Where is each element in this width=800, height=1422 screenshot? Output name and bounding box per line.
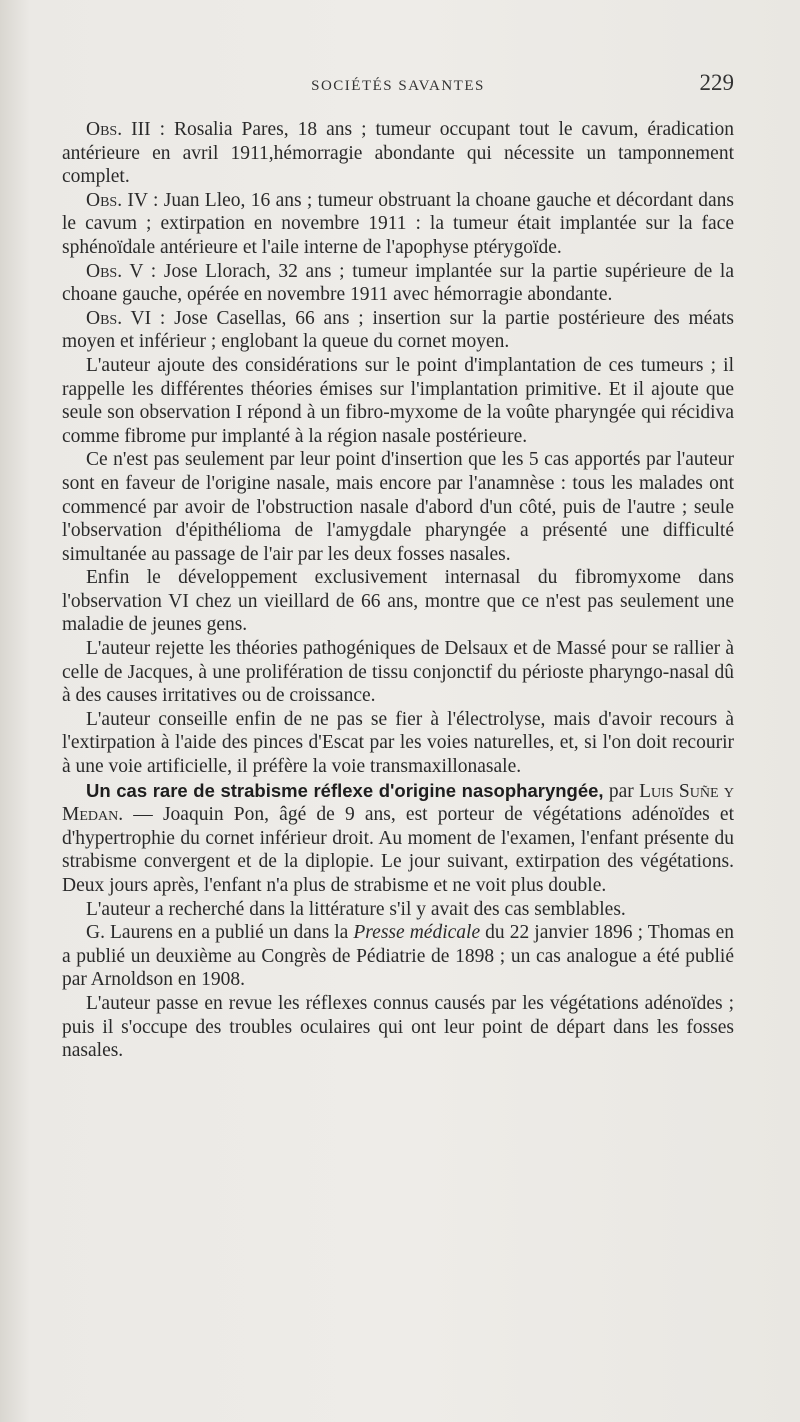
obs-text: . VI : Jose Casellas, 66 ans ; insertion sur la partie postérieure des méats moyen et inférieur ; englobant la queue du cornet moyen. xyxy=(62,307,734,353)
obs-label: Obs xyxy=(86,260,118,282)
paragraph-obs-3 xyxy=(62,118,734,189)
paragraph-obs-5 xyxy=(62,260,734,307)
page-body xyxy=(62,118,734,1063)
obs-label: Obs xyxy=(86,307,118,329)
paragraph-litterature: L'auteur a recherché dans la littérature s'il y avait des cas semblables. xyxy=(86,898,626,920)
paragraph-developpement: Enfin le développement exclusivement internasal du fibromyxome dans l'observation VI chez un vieillard de 66 ans, montre que ce n'est pas seulement une maladie de jeunes gens. xyxy=(62,567,734,636)
paragraph-obs-4 xyxy=(62,189,734,260)
obs-label: Obs xyxy=(86,189,118,211)
obs-text: . IV : Juan Lleo, 16 ans ; tumeur obstruant la choane gauche et décordant dans le cavum ; extirpation en novembre 1911 : la tumeur était implantée sur la face sphénoïdale antérieure et l'aile interne de l'apophyse ptérygoïde. xyxy=(62,189,734,258)
obs-text: . V : Jose Llorach, 32 ans ; tumeur implantée sur la partie supérieure de la choane gauche, opérée en novembre 1911 avec hémorragie abondante. xyxy=(62,260,734,306)
laurens-after: du 22 janvier 1896 ; Thomas en a publié un deuxième au Congrès de Pédiatrie de 1898 ; un cas analogue a été publié par Arnoldson en 1908. xyxy=(62,922,734,991)
section-text: . — Joaquin Pon, âgé de 9 ans, est porteur de végétations adénoïdes et d'hypertrophie du cornet inférieur droit. Au moment de l'examen, l'enfant présente du strabisme convergent et de la diplopie. Le jour suivant, extirpation des végétations. Deux jours après, l'enfant n'a plus de strabisme et ne voit plus double. xyxy=(62,804,734,896)
page-header xyxy=(62,70,734,106)
section-by: par xyxy=(603,780,640,802)
paragraph-conseil: L'auteur conseille enfin de ne pas se fier à l'électrolyse, mais d'avoir recours à l'extirpation à l'aide des pinces d'Escat par les voies naturelles, et, si l'on doit recourir à une voie artificielle, il préfère la voie transmaxillonasale. xyxy=(62,708,734,778)
page-number: 229 xyxy=(699,70,734,95)
running-title: SOCIÉTÉS SAVANTES xyxy=(311,78,485,94)
paragraph-implantation: L'auteur ajoute des considérations sur le point d'implantation de ces tumeurs ; il rappelle les différentes théories émises sur l'implantation primitive. Et il ajoute que seule son observation I répond à un fibro-myxome de la voûte pharyngée qui récidiva comme fibrome pur implanté à la région nasale postérieure. xyxy=(62,354,734,447)
obs-label: Obs xyxy=(86,119,118,140)
paragraph-laurens xyxy=(62,921,734,992)
paragraph-obs-6 xyxy=(62,307,734,354)
obs-text: . III : Rosalia Pares, 18 ans ; tumeur occupant tout le cavum, éradication antérieure en avril 1911,hémorragie abondante qui nécessite un tamponnement complet. xyxy=(62,119,734,188)
paragraph-reflexes: L'auteur passe en revue les réflexes connus causés par les végétations adénoïdes ; puis il s'occupe des troubles oculaires qui ont leur point de départ dans les fosses nasales. xyxy=(62,992,734,1062)
journal-title: Presse médicale xyxy=(353,922,481,944)
section-heading: Un cas rare de strabisme réflexe d'origine nasopharyngée, xyxy=(86,779,604,801)
paragraph-theories: L'auteur rejette les théories pathogéniques de Delsaux et de Massé pour se rallier à celle de Jacques, à une prolifération de tissu conjonctif du périoste pharyngo-nasal dû à des causes irritatives ou de croissance. xyxy=(62,638,734,707)
paragraph-anamnese: Ce n'est pas seulement par leur point d'insertion que les 5 cas apportés par l'auteur sont en faveur de l'origine nasale, mais encore par l'anamnèse : tous les malades ont commencé par avoir de l'obstruction nasale d'abord d'un côté, puis de l'autre ; seule l'observation d'épithélioma de l'amygdale pharyngée a présenté une difficulté simultanée au passage de l'air par les deux fosses nasales. xyxy=(62,449,734,565)
section-authors: Luis Suñe y Medan xyxy=(62,780,734,826)
section-strabisme xyxy=(62,779,734,898)
laurens-before: G. Laurens en a publié un dans la xyxy=(86,922,354,944)
